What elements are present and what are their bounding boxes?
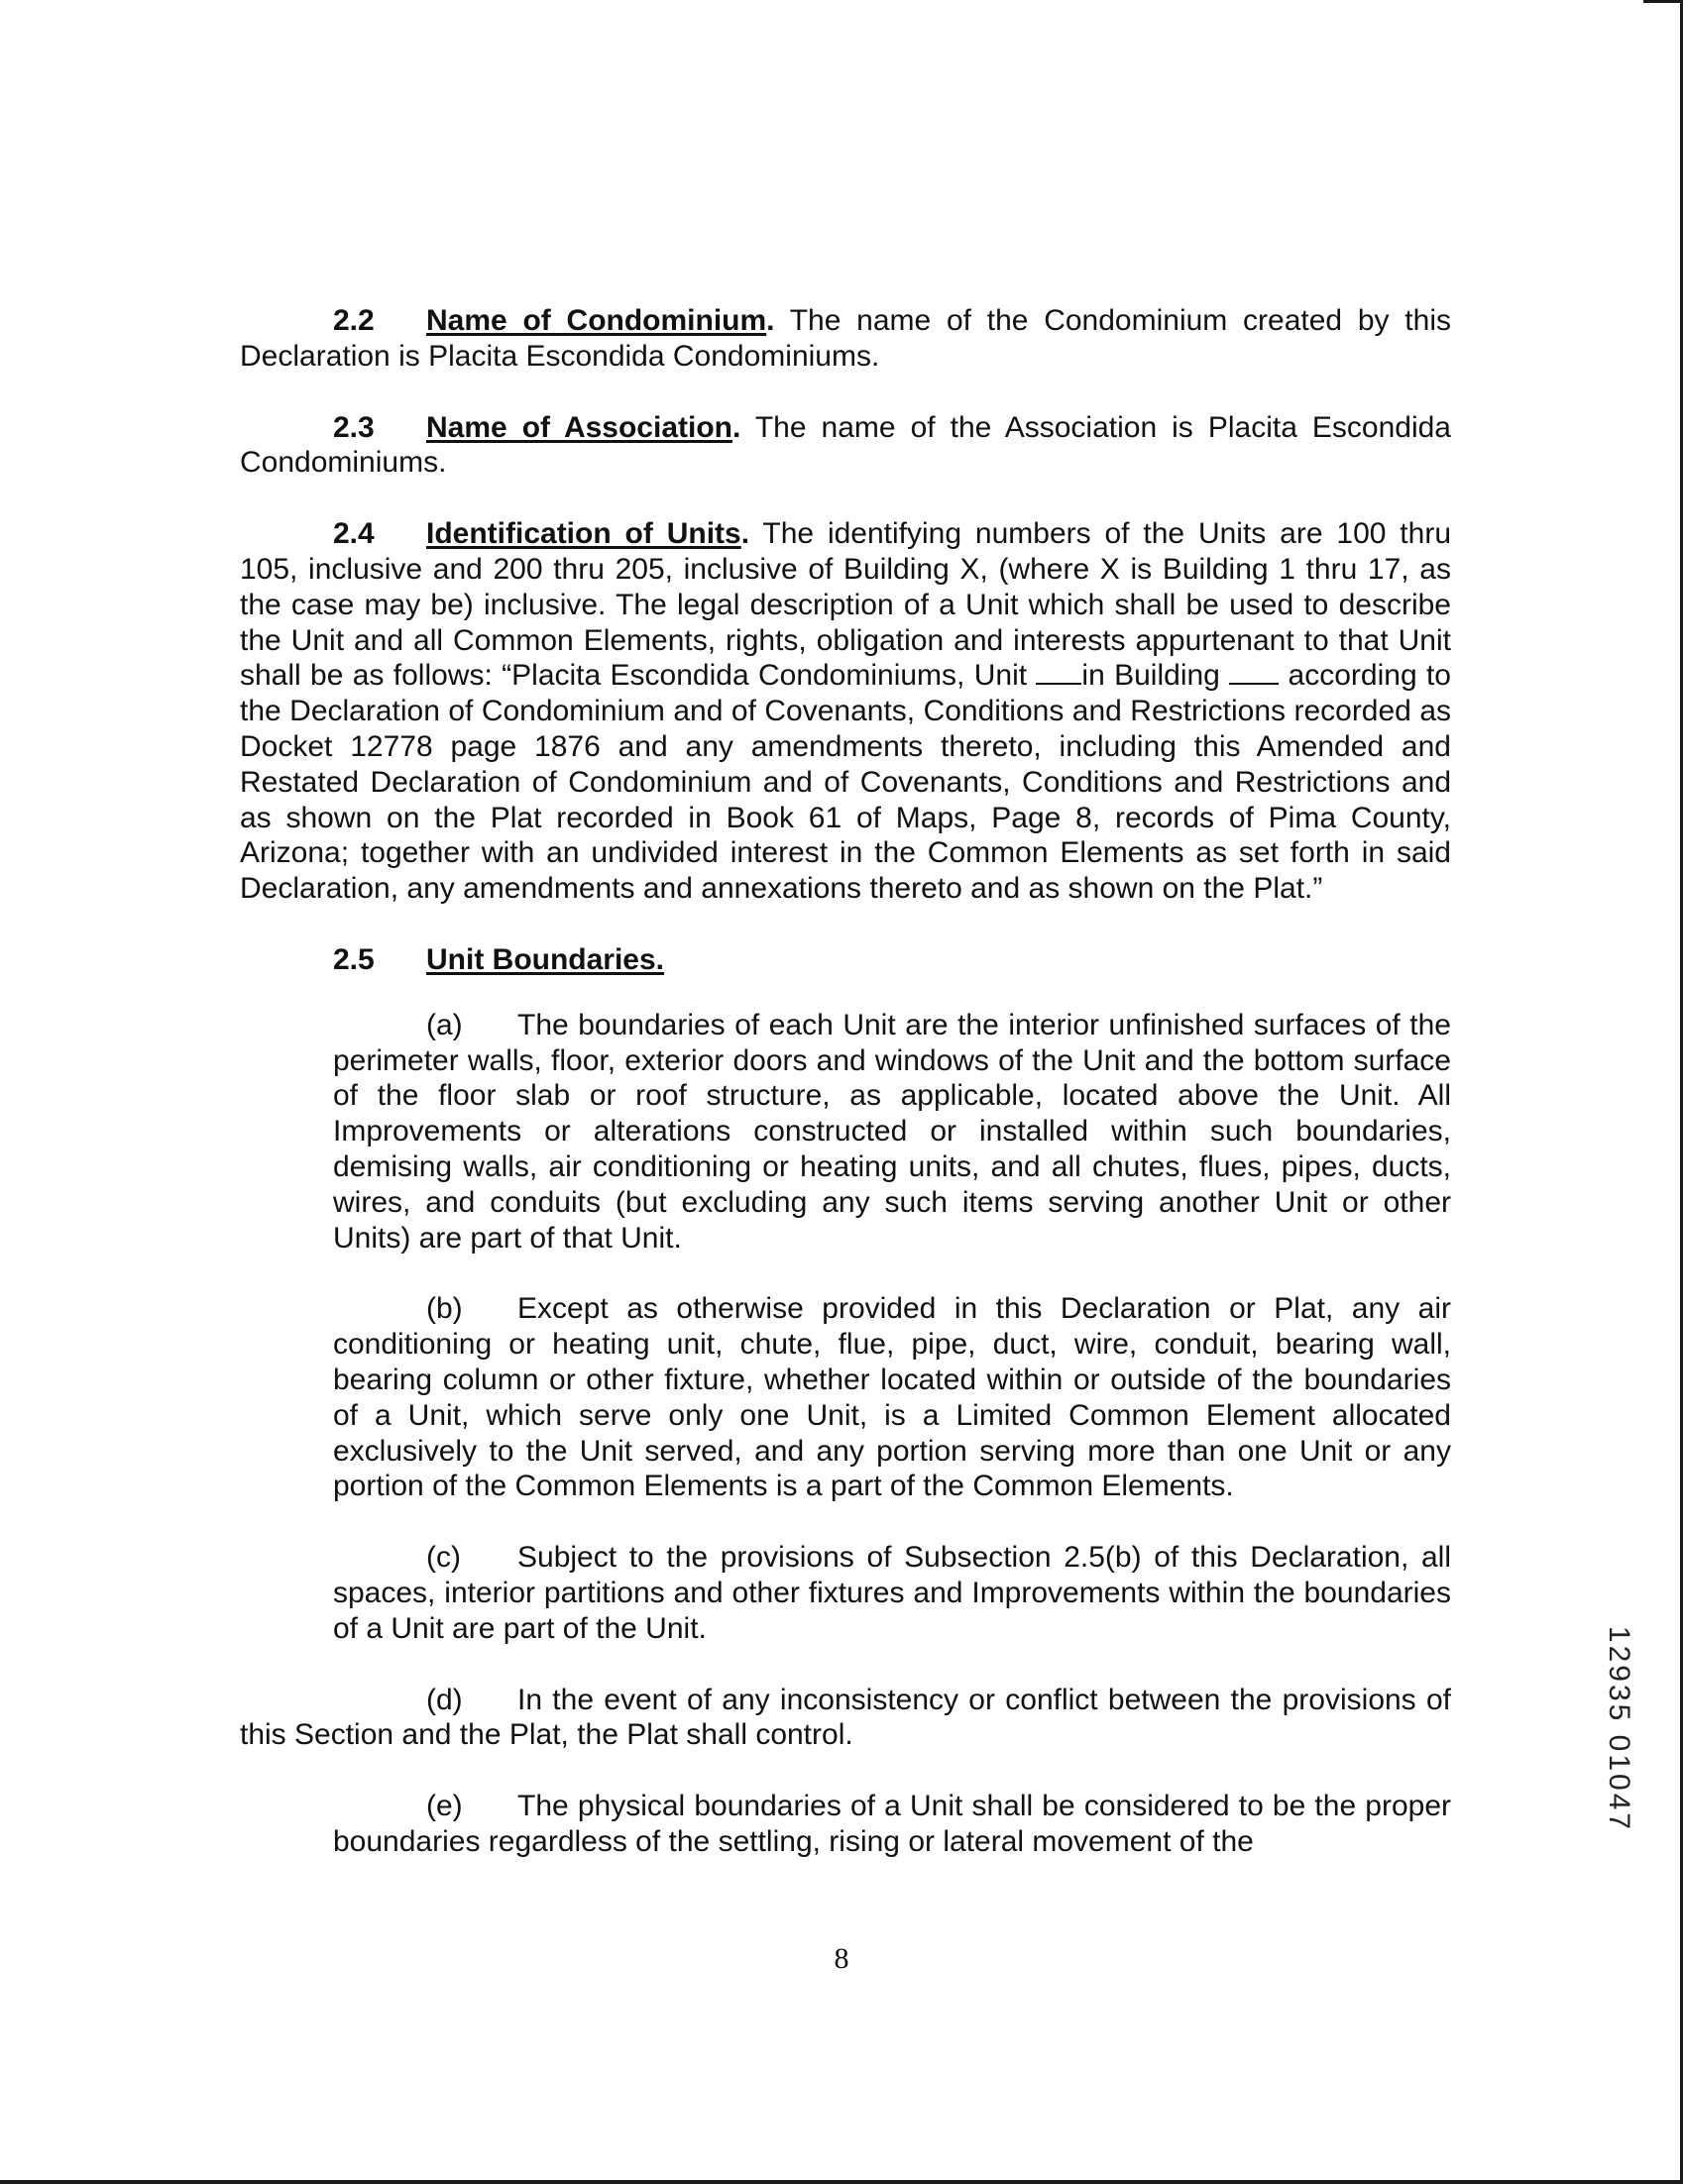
subsection-label: (d) xyxy=(426,1683,463,1716)
section-number: 2.3 xyxy=(333,410,375,444)
margin-stamp-text: 12935 01047 xyxy=(1603,1625,1635,1833)
section-number: 2.4 xyxy=(333,517,375,551)
section-number: 2.2 xyxy=(333,304,375,337)
subsection-b xyxy=(333,1291,1451,1504)
section-title: Name of Association xyxy=(426,410,732,444)
building-number-blank xyxy=(1229,659,1279,685)
subsection-c xyxy=(333,1540,1451,1646)
section-body-part-3: according to the Declaration of Condominium and of Covenants, Conditions and Restrictions recorded as Docket 12778 page 1876 and any amendments thereto, including this Amended and Restated Declaration of Condominium and of Covenants, Conditions and Restrictions and as shown on the Plat recorded in Book 61 of Maps, Page 8, records of Pima County, Arizona; together with an undivided interest in the Common Elements as set forth in said Declaration, any amendments and annexations thereto and as shown on the Plat.” xyxy=(240,659,1451,906)
subsection-text: Except as otherwise provided in this Declaration or Plat, any air conditioning or heating unit, chute, flue, pipe, duct, wire, conduit, bearing wall, bearing column or other fixture, whether located within or outside of the boundaries of a Unit, which serve only one Unit, is a Limited Common Element allocated exclusively to the Unit served, and any portion serving more than one Unit or any portion of the Common Elements is a part of the Common Elements. xyxy=(333,1292,1451,1503)
subsection-text: The physical boundaries of a Unit shall be considered to be the proper boundaries regardless of the settling, rising or lateral movement of the xyxy=(333,1790,1451,1858)
subsection-label: (b) xyxy=(426,1292,463,1326)
section-2-5-heading xyxy=(240,942,1451,978)
subsection-label: (a) xyxy=(426,1008,463,1041)
subsection-e xyxy=(333,1789,1451,1860)
section-body: The name of the Association is Placita Escondida Condominiums. xyxy=(240,410,1451,480)
subsection-text: The boundaries of each Unit are the interior unfinished surfaces of the perimeter walls, floor, exterior doors and windows of the Unit and the bottom surface of the floor slab or roof structure, as applicable, located above the Unit. All Improvements or alterations constructed or installed within such boundaries, demising walls, air conditioning or heating units, and all chutes, flues, pipes, ducts, wires, and conduits (but excluding any such items serving another Unit or other Units) are part of that Unit. xyxy=(333,1008,1451,1255)
section-title: Unit Boundaries. xyxy=(426,942,665,976)
margin-recording-stamp xyxy=(1599,1590,1638,1868)
page-edge-bottom xyxy=(0,2180,1683,2184)
subsection-text: In the event of any inconsistency or conflict between the provisions of this Section and the Plat, the Plat shall control. xyxy=(240,1683,1451,1752)
section-title-punctuation: . xyxy=(740,517,750,551)
subsection-label: (e) xyxy=(426,1790,463,1823)
page-edge-top-right xyxy=(1643,0,1683,3)
page-number: 8 xyxy=(834,1942,849,1975)
document-body xyxy=(240,303,1451,1896)
section-title-punctuation: . xyxy=(766,304,775,337)
section-title: Name of Condominium xyxy=(426,304,767,337)
section-2-3 xyxy=(240,410,1451,482)
section-2-2 xyxy=(240,303,1451,375)
subsection-text: Subject to the provisions of Subsection 2.5(b) of this Declaration, all spaces, interior partitions and other fixtures and Improvements within the boundaries of a Unit are part of the Unit. xyxy=(333,1541,1451,1645)
section-2-4 xyxy=(240,516,1451,907)
section-body-part-2: in Building xyxy=(1081,659,1230,693)
subsection-d xyxy=(240,1683,1451,1754)
section-body-part-1: The identifying numbers of the Units are 100 thru 105, inclusive and 200 thru 205, inclusive of Building X, (where X is Building 1 thru 17, as the case may be) inclusive. The legal description of a Unit which shall be used to describe the Unit and all Common Elements, rights, obligation and interests appurtenant to that Unit shall be as follows: “Placita Escondida Condominiums, Unit xyxy=(240,517,1451,693)
section-title-punctuation: . xyxy=(732,410,741,444)
section-title: Identification of Units xyxy=(426,517,741,551)
unit-number-blank xyxy=(1036,659,1081,685)
subsection-label: (c) xyxy=(426,1541,461,1575)
section-number: 2.5 xyxy=(333,942,375,976)
subsection-a xyxy=(333,1008,1451,1256)
section-body: The name of the Condominium created by this Declaration is Placita Escondida Condominiums. xyxy=(240,304,1451,373)
